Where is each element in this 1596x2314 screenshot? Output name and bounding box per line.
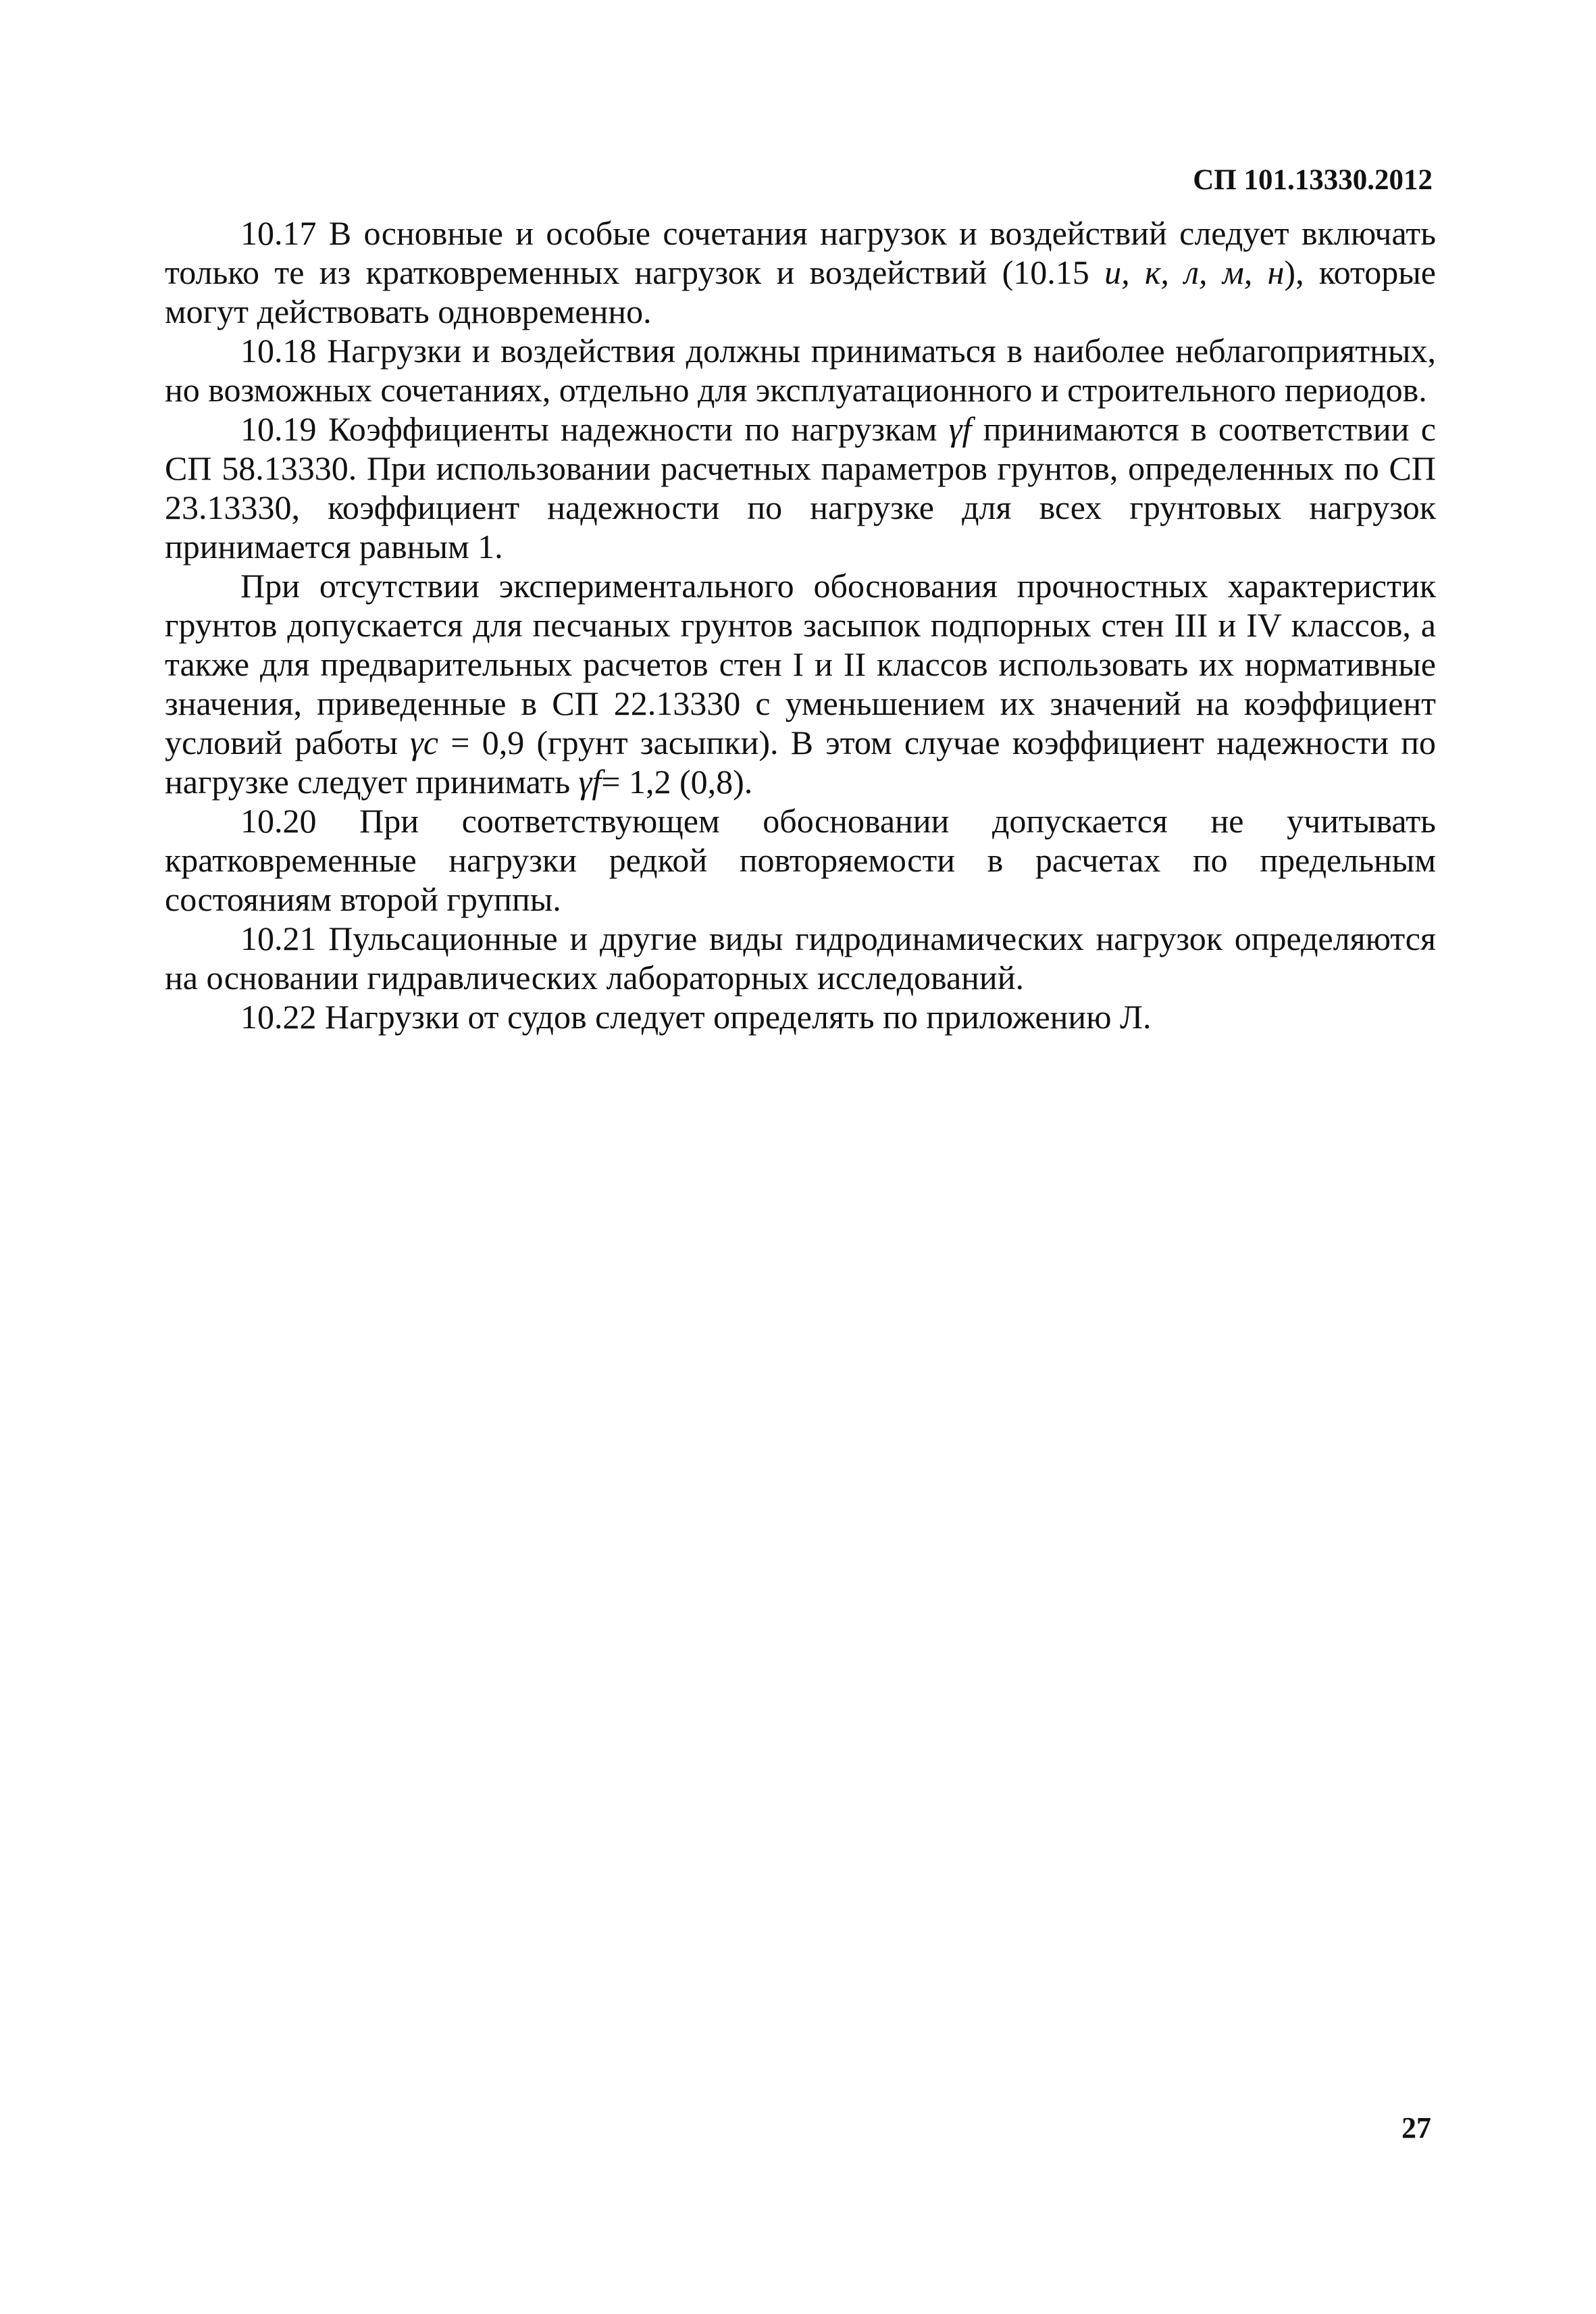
paragraph-10-19 — [165, 409, 1436, 566]
symbol-gamma-f: γf — [948, 410, 972, 448]
paragraph-10-22: 10.22 Нагрузки от судов следует определять по приложению Л. — [240, 998, 1152, 1036]
paragraph-text: = 0,9 (грунт засыпки). В этом случае коэффициент надежности по нагрузке следует принимать — [165, 724, 1437, 801]
document-code-header: СП 101.13330.2012 — [1193, 164, 1433, 196]
paragraph-text: ), которые могут действовать одновременно. — [165, 253, 1436, 330]
page-number: 27 — [1401, 2111, 1431, 2144]
document-body — [165, 213, 1436, 1036]
paragraph-text: 10.17 В основные и особые сочетания нагрузок и воздействий следует включать только те из кратковременных нагрузок и воздействий (10.15 — [165, 214, 1436, 291]
paragraph-10-19-continued — [165, 566, 1436, 801]
paragraph-text: При отсутствии экспериментального обоснования прочностных характеристик грунтов допускается для песчаных грунтов засыпок подпорных стен III и IV классов, а также для предварительных расчетов стен I и II классов использовать их нормативные значения, приведенные в СП 22.13330 с уменьшением их значений на коэффициент условий работы — [165, 567, 1436, 761]
paragraph-text: = 1,2 (0,8). — [601, 763, 753, 801]
paragraph-10-20: 10.20 При соответствующем обосновании допускается не учитывать кратковременные нагрузки редкой повторяемости в расчетах по предельным состояниям второй группы. — [165, 802, 1436, 918]
paragraph-text: 10.19 Коэффициенты надежности по нагрузкам — [240, 410, 949, 448]
symbol-gamma-f: γf — [578, 763, 602, 801]
paragraph-10-18: 10.18 Нагрузки и воздействия должны приниматься в наиболее неблагоприятных, но возможных сочетаниях, отдельно для эксплуатационного и строительного периодов. — [165, 332, 1436, 409]
symbol-gamma-c: γc — [410, 724, 439, 761]
paragraph-10-21: 10.21 Пульсационные и другие виды гидродинамических нагрузок определяются на основании гидравлических лабораторных исследований. — [165, 920, 1436, 997]
list-letters: и, к, л, м, н — [1104, 253, 1285, 291]
paragraph-text: принимаются в соответствии с СП 58.13330. При использовании расчетных параметров грунтов, определенных по СП 23.13330, коэффициент надежности по нагрузке для всех грунтовых нагрузок принимается равным 1. — [165, 410, 1436, 565]
paragraph-10-17 — [165, 213, 1436, 331]
